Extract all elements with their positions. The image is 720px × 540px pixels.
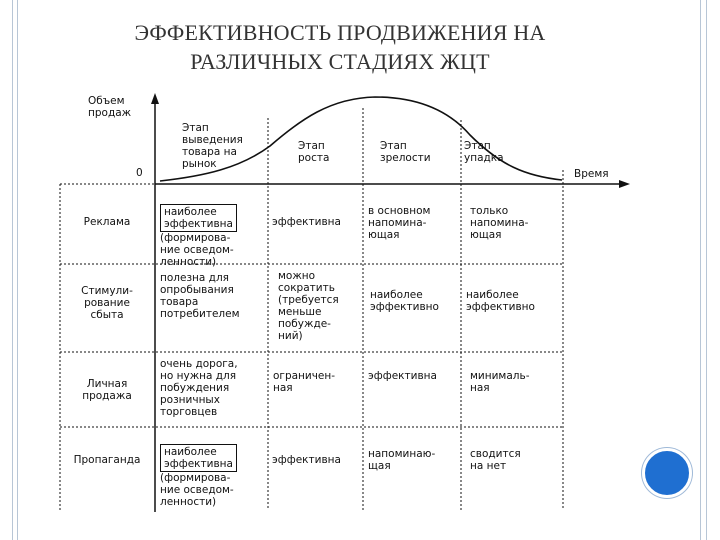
x-axis-arrow <box>619 180 630 188</box>
y-axis-label: Объем продаж <box>88 95 132 119</box>
cell-publicity-growth: эффективна <box>272 454 341 466</box>
highlight-box: наиболее эффективна <box>160 444 237 472</box>
cell-advertising-intro <box>160 192 237 280</box>
row-head-sales-promotion: Стимули- рование сбыта <box>81 285 133 321</box>
cell-publicity-intro-note: (формирова- ние осведом- ленности) <box>160 472 234 508</box>
row-head-advertising: Реклама <box>83 216 131 228</box>
cell-advertising-intro-note: (формирова- ние осведом- ленности) <box>160 232 234 268</box>
stage-intro-label: Этап выведения товара на рынок <box>182 122 243 170</box>
cell-advertising-growth: эффективна <box>272 216 341 228</box>
title-line-1: ЭФФЕКТИВНОСТЬ ПРОДВИЖЕНИЯ НА <box>134 20 546 45</box>
cell-selling-maturity: эффективна <box>368 370 437 382</box>
cell-promotion-decline: наиболее эффективно <box>466 289 535 313</box>
cell-advertising-maturity: в основном напомина- ющая <box>368 205 431 241</box>
stage-decline-label: Этап упадка <box>464 140 504 164</box>
cell-publicity-decline: сводится на нет <box>470 448 521 472</box>
row-head-personal-selling: Личная продажа <box>82 378 132 402</box>
cell-promotion-growth: можно сократить (требуется меньше побужде- ний) <box>278 270 339 342</box>
highlight-box: наиболее эффективна <box>160 204 237 232</box>
cell-publicity-maturity: напоминаю- щая <box>368 448 436 472</box>
stage-growth-label: Этап роста <box>298 140 330 164</box>
x-axis-label: Время <box>574 168 609 180</box>
y-axis-arrow <box>151 93 159 104</box>
cell-publicity-intro <box>160 432 237 520</box>
cell-selling-intro: очень дорога, но нужна для побуждения розничных торговцев <box>160 358 238 418</box>
cell-selling-decline: минималь- ная <box>470 370 530 394</box>
origin-label: 0 <box>136 167 143 179</box>
cell-promotion-maturity: наиболее эффективно <box>370 289 439 313</box>
row-head-publicity: Пропаганда <box>73 454 141 466</box>
title-line-2: РАЗЛИЧНЫХ СТАДИЯХ ЖЦТ <box>190 49 490 74</box>
cell-selling-growth: ограничен- ная <box>273 370 336 394</box>
cell-promotion-intro: полезна для опробывания товара потребителем <box>160 272 240 320</box>
cell-advertising-decline: только напомина- ющая <box>470 205 529 241</box>
stage-maturity-label: Этап зрелости <box>380 140 431 164</box>
decorative-circle <box>642 448 692 498</box>
